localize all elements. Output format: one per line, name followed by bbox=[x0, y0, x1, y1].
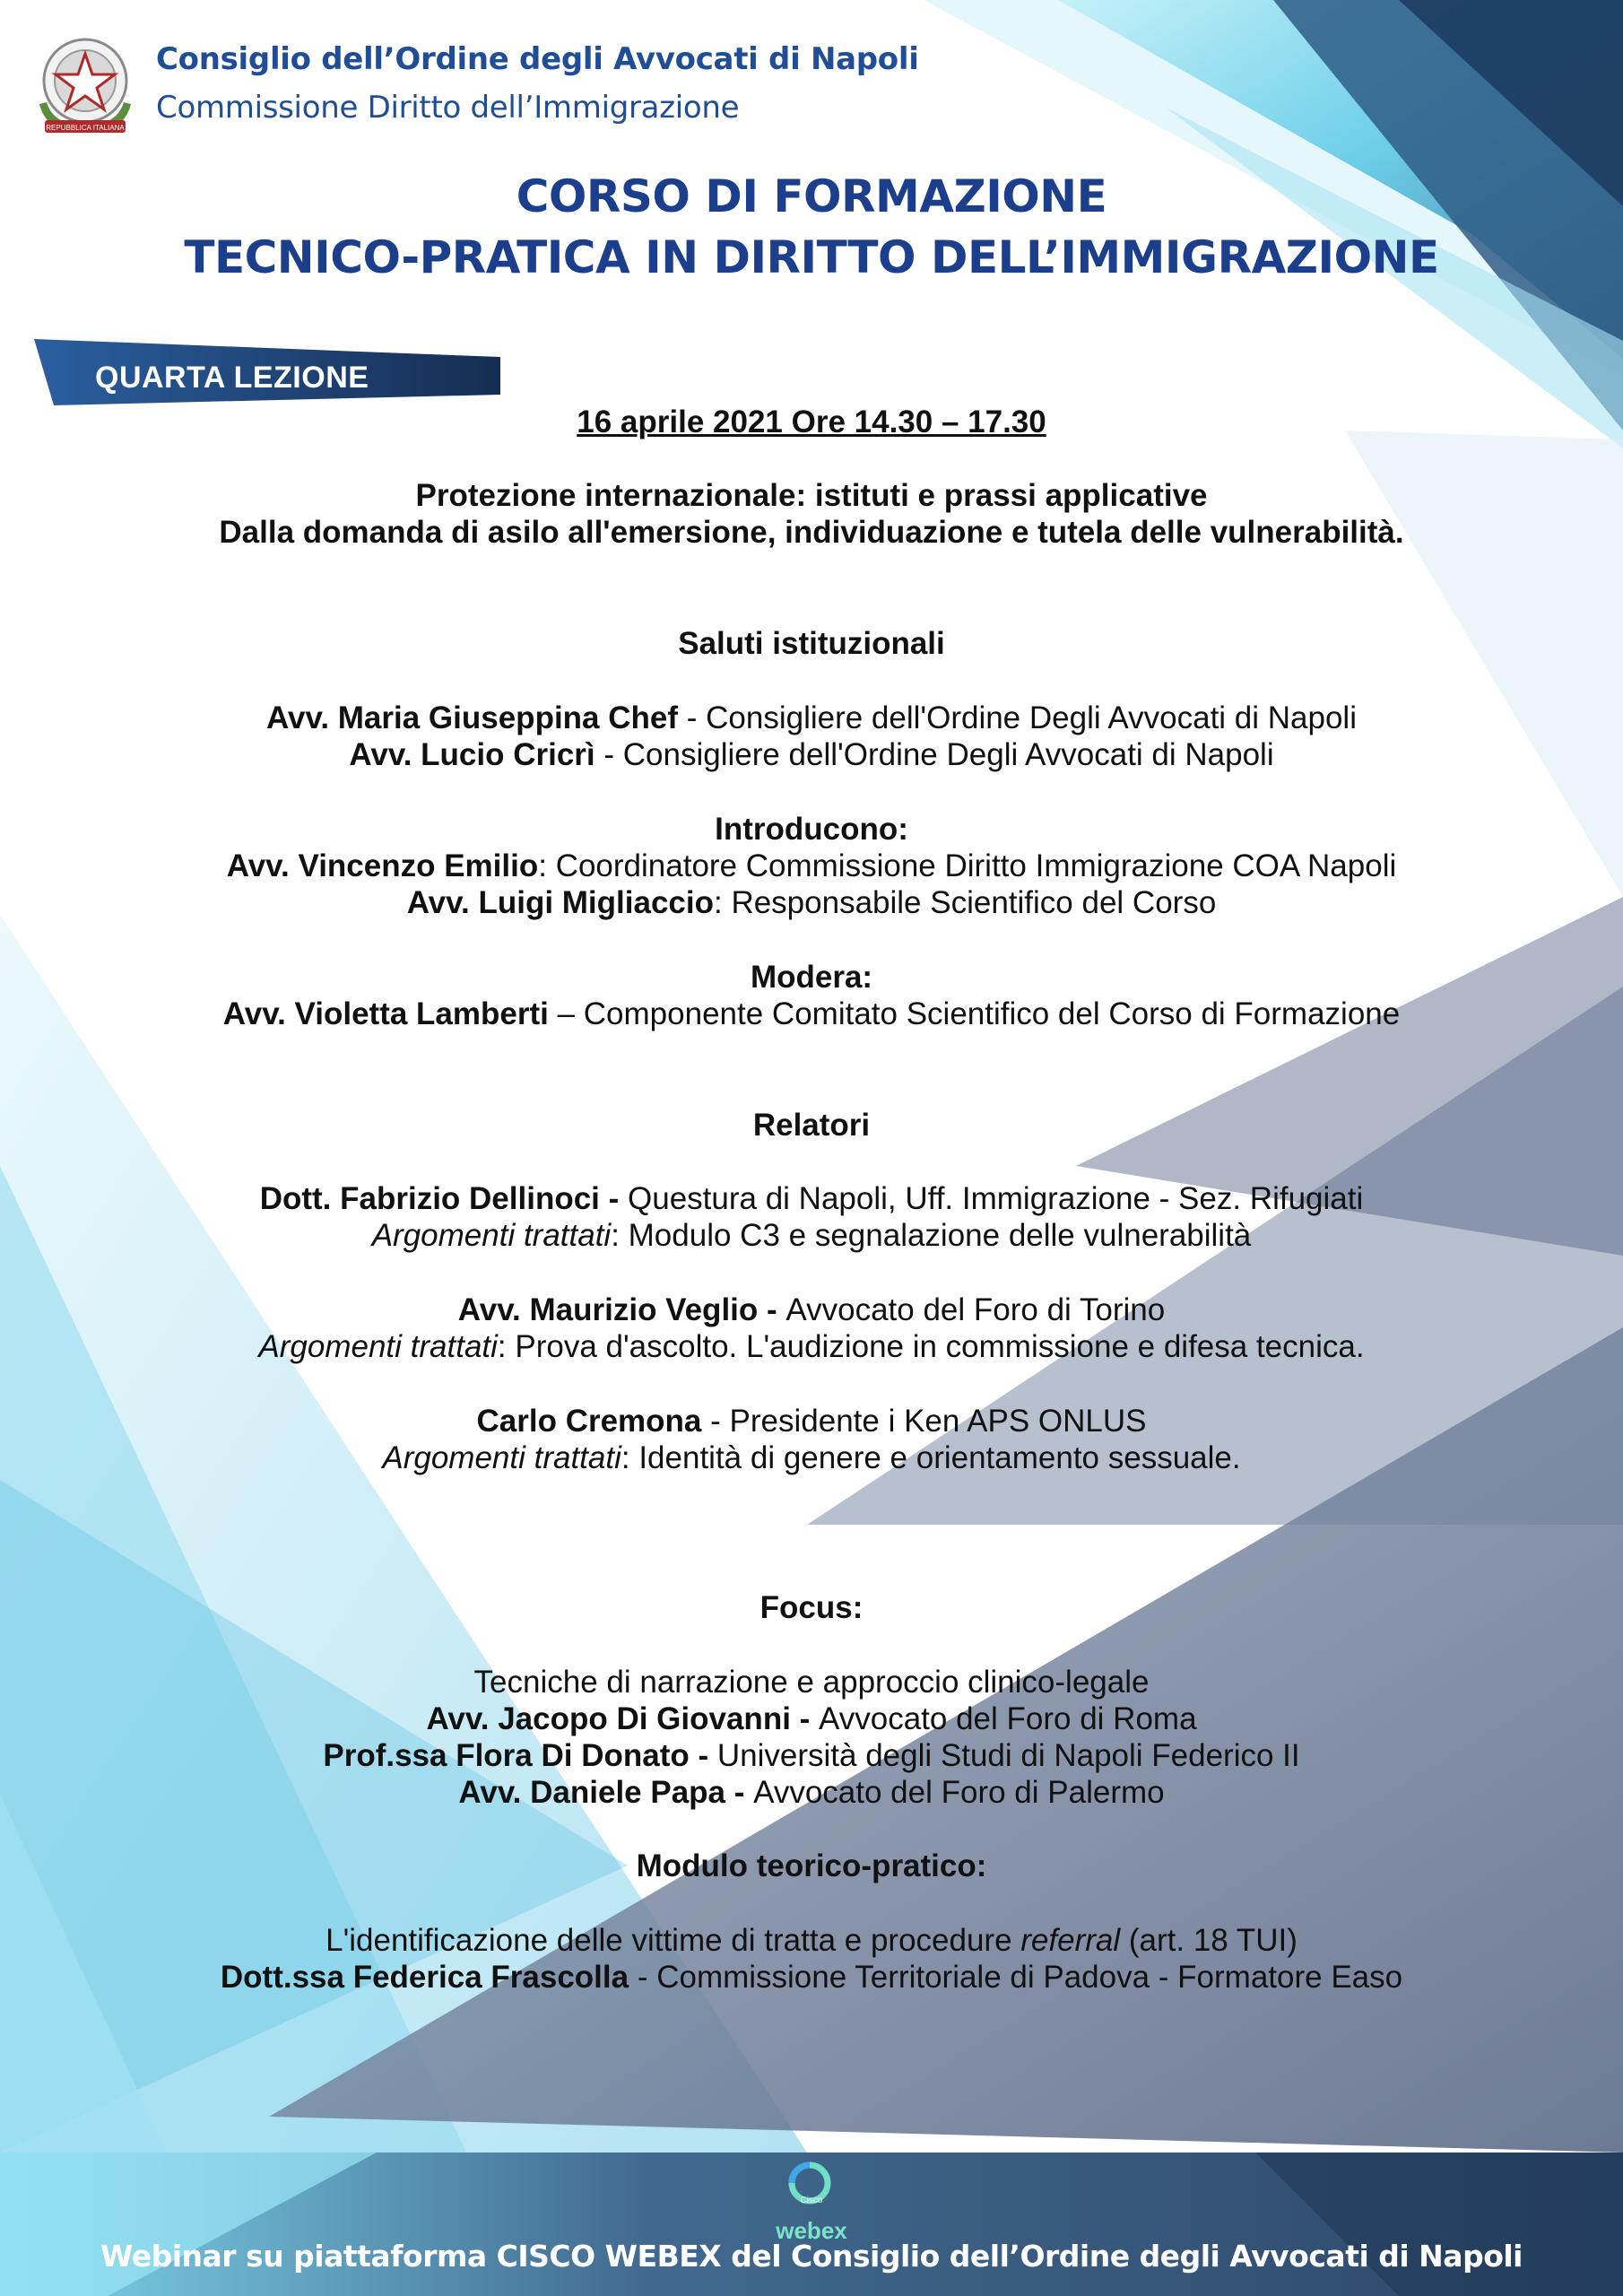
list-item: Dott.ssa Federica Frascolla - Commissione Territoriale di Padova - Formatore Easo bbox=[220, 1960, 1403, 1995]
event-date: 16 aprile 2021 Ore 14.30 – 17.30 bbox=[577, 404, 1046, 439]
list-item: Avv. Daniele Papa - Avvocato del Foro di Palermo bbox=[458, 1775, 1165, 1810]
speaker-line: Avv. Maurizio Veglio - Avvocato del Foro di Torino bbox=[457, 1292, 1166, 1327]
modulo-topic: L'identificazione delle vittime di tratta e procedure referral (art. 18 TUI) bbox=[325, 1923, 1298, 1958]
course-title-line2: TECNICO-PRATICA IN DIRITTO DELL’IMMIGRAZIONE bbox=[184, 231, 1439, 283]
emblem-label: REPUBBLICA ITALIANA bbox=[46, 124, 125, 132]
speaker-block bbox=[0, 1403, 1623, 1476]
introducono-block bbox=[0, 811, 1623, 921]
topic-line1: Protezione internazionale: istituti e prassi applicative bbox=[415, 478, 1208, 513]
modulo-heading bbox=[0, 1848, 1623, 1884]
list-item: Avv. Lucio Cricrì - Consigliere dell'Ordine Degli Avvocati di Napoli bbox=[349, 737, 1274, 772]
modulo-heading-text: Modulo teorico-pratico: bbox=[636, 1848, 987, 1883]
speaker-line: Dott. Fabrizio Dellinoci - Questura di Napoli, Uff. Immigrazione - Sez. Rifugiati bbox=[259, 1181, 1364, 1216]
relatori-heading bbox=[0, 1107, 1623, 1144]
modera-block bbox=[0, 959, 1623, 1032]
modulo-block bbox=[0, 1922, 1623, 1996]
list-item: Avv. Vincenzo Emilio: Coordinatore Commissione Diritto Immigrazione COA Napoli bbox=[226, 848, 1397, 883]
introducono-heading: Introducono: bbox=[715, 812, 908, 847]
relatori-heading-text: Relatori bbox=[752, 1108, 871, 1143]
list-item: Avv. Violetta Lamberti – Componente Comitato Scientifico del Corso di Formazione bbox=[222, 996, 1401, 1031]
speaker-block bbox=[0, 1292, 1623, 1365]
lesson-label: QUARTA LEZIONE bbox=[95, 361, 369, 395]
focus-block bbox=[0, 1664, 1623, 1811]
saluti-list bbox=[0, 700, 1623, 773]
topic-block bbox=[0, 477, 1623, 551]
speaker-topics: Argomenti trattati: Identità di genere e orientamento sessuale. bbox=[382, 1440, 1241, 1475]
topic-line2: Dalla domanda di asilo all'emersione, individuazione e tutela delle vulnerabilità. bbox=[219, 515, 1404, 550]
header-commission: Commissione Diritto dell’Immigrazione bbox=[156, 90, 740, 126]
course-title-line1: CORSO DI FORMAZIONE bbox=[516, 170, 1107, 222]
webex-logo-small: Cisco bbox=[800, 2196, 823, 2205]
focus-heading-text: Focus: bbox=[759, 1590, 864, 1625]
speaker-topics: Argomenti trattati: Prova d'ascolto. L'audizione in commissione e difesa tecnica. bbox=[258, 1329, 1365, 1364]
modera-heading: Modera: bbox=[750, 960, 873, 995]
speaker-line: Carlo Cremona - Presidente i Ken APS ONLUS bbox=[476, 1404, 1147, 1439]
list-item: Avv. Jacopo Di Giovanni - Avvocato del Foro di Roma bbox=[426, 1701, 1197, 1736]
saluti-heading-text: Saluti istituzionali bbox=[678, 626, 945, 661]
republic-emblem-icon bbox=[27, 27, 143, 144]
focus-subtitle: Tecniche di narrazione e approccio clinico-legale bbox=[473, 1665, 1150, 1700]
focus-heading bbox=[0, 1589, 1623, 1626]
speaker-topics: Argomenti trattati: Modulo C3 e segnalazione delle vulnerabilità bbox=[371, 1218, 1252, 1253]
list-item: Avv. Luigi Migliaccio: Responsabile Scientifico del Corso bbox=[406, 885, 1217, 920]
speaker-block bbox=[0, 1180, 1623, 1254]
list-item: Prof.ssa Flora Di Donato - Università degli Studi di Napoli Federico II bbox=[323, 1738, 1300, 1773]
webex-logo-name: webex bbox=[776, 2217, 847, 2244]
footer-text: Webinar su piattaforma CISCO WEBEX del Consiglio dell’Ordine degli Avvocati di Napoli bbox=[100, 2239, 1523, 2274]
list-item: Avv. Maria Giuseppina Chef - Consigliere dell'Ordine Degli Avvocati di Napoli bbox=[266, 700, 1357, 735]
saluti-heading bbox=[0, 625, 1623, 662]
header-organization: Consiglio dell’Ordine degli Avvocati di Napoli bbox=[156, 41, 919, 77]
